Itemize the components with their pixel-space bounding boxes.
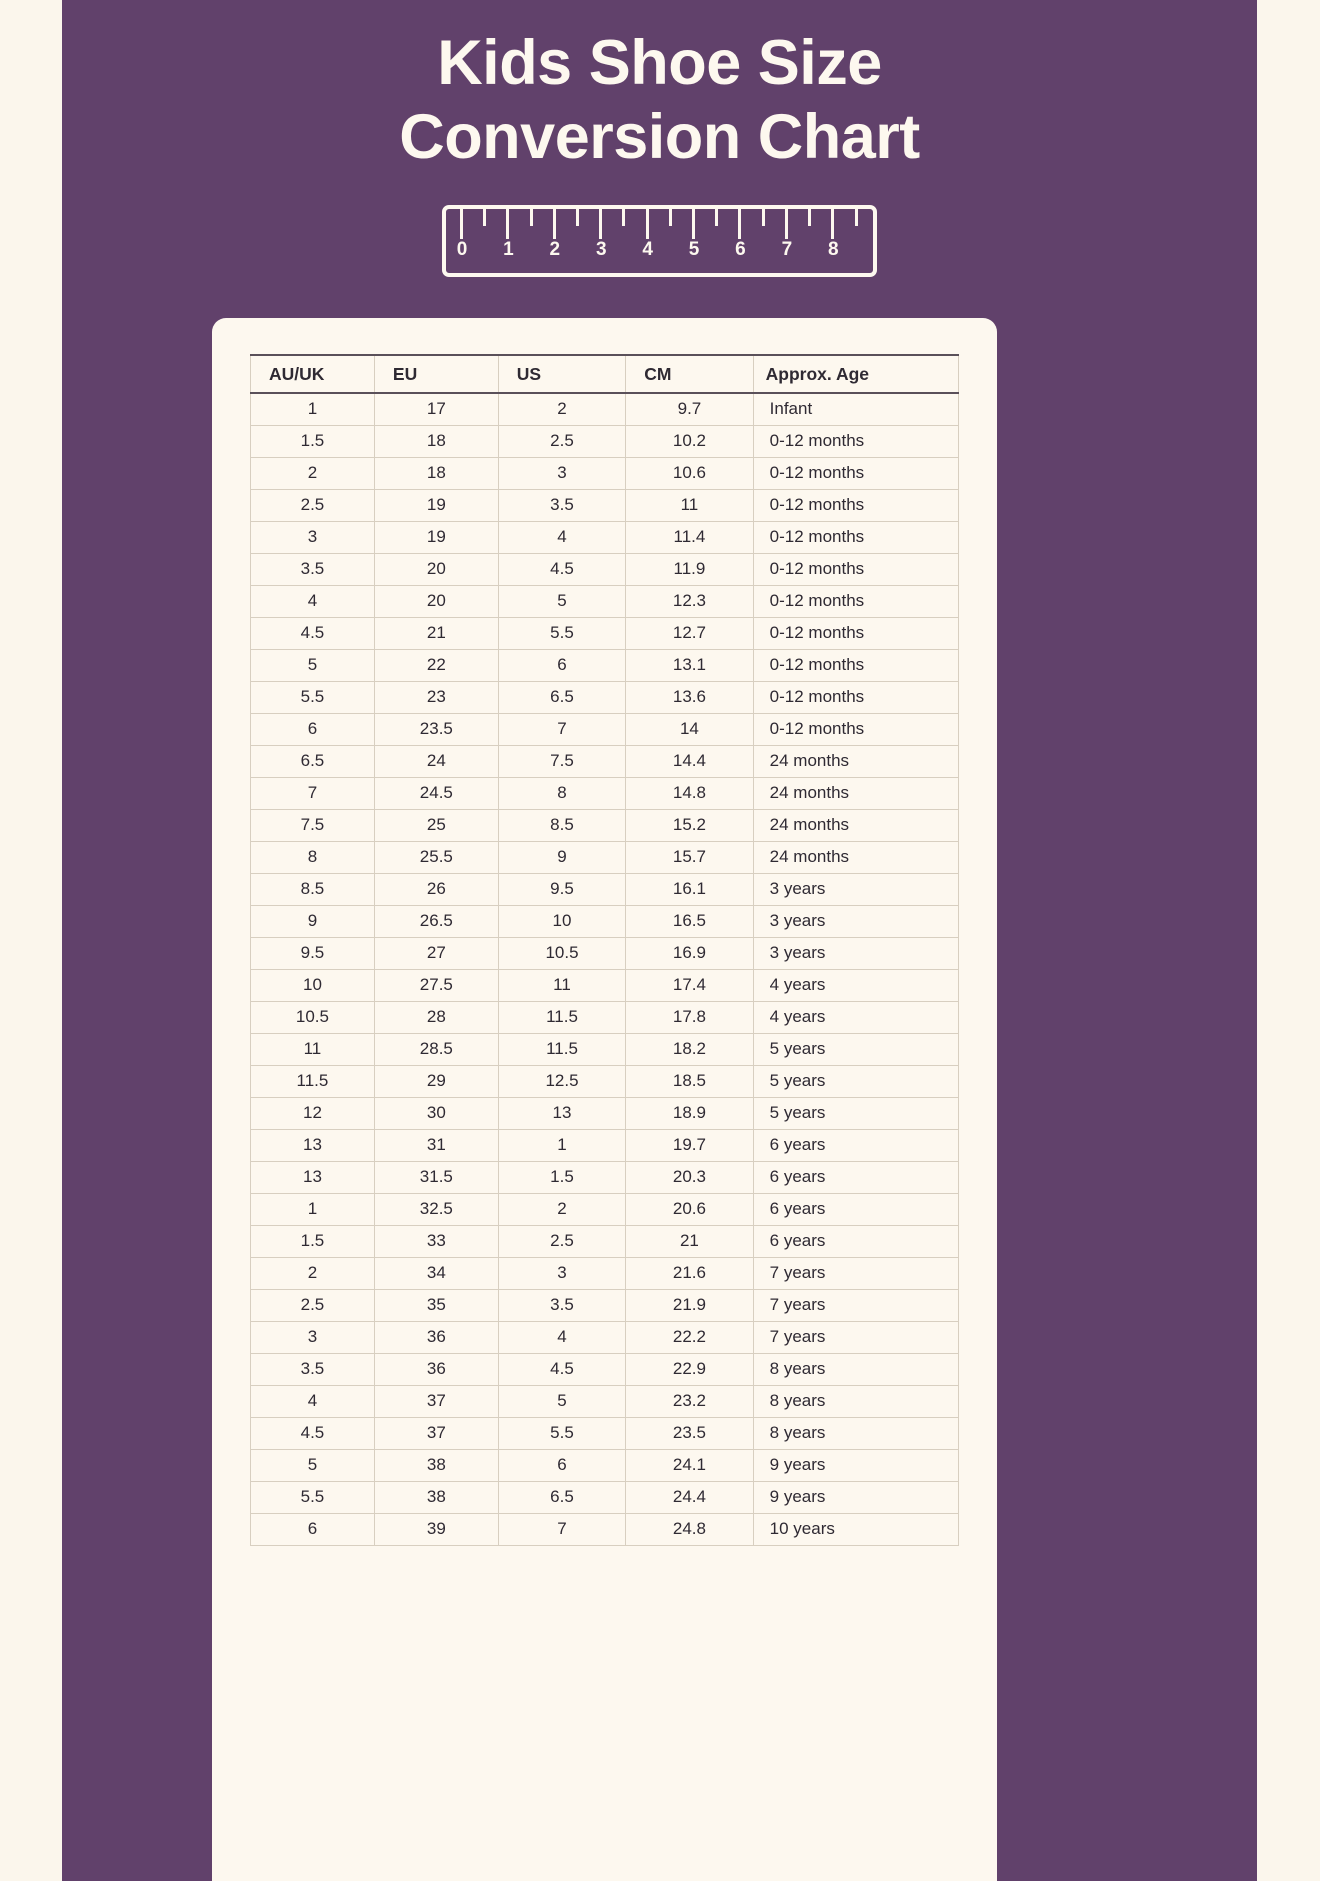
cell-approx-age: 24 months [753,809,958,841]
cell-cm: 14 [626,713,753,745]
cell-eu: 25.5 [374,841,498,873]
cell-us: 5 [498,1385,625,1417]
cell-au-uk: 4 [251,585,375,617]
cell-approx-age: 24 months [753,777,958,809]
cell-cm: 16.1 [626,873,753,905]
table-row [251,1001,959,1033]
cell-approx-age: 4 years [753,969,958,1001]
table-row [251,1097,959,1129]
ruler-tick-major [692,209,695,239]
table-row [251,937,959,969]
ruler-tick-minor [622,209,625,226]
cell-eu: 26 [374,873,498,905]
cell-us: 2.5 [498,1225,625,1257]
cell-au-uk: 2 [251,1257,375,1289]
cell-eu: 20 [374,553,498,585]
cell-au-uk: 2.5 [251,489,375,521]
ruler-tick-major [553,209,556,239]
cell-cm: 22.9 [626,1353,753,1385]
ruler-tick-minor [483,209,486,226]
cell-us: 8.5 [498,809,625,841]
table-row [251,521,959,553]
ruler-tick-major [831,209,834,239]
cell-cm: 19.7 [626,1129,753,1161]
cell-au-uk: 8.5 [251,873,375,905]
cell-us: 2.5 [498,425,625,457]
cell-eu: 31.5 [374,1161,498,1193]
cell-cm: 13.1 [626,649,753,681]
cell-approx-age: 0-12 months [753,681,958,713]
cell-approx-age: 5 years [753,1097,958,1129]
cell-cm: 15.7 [626,841,753,873]
cell-au-uk: 13 [251,1161,375,1193]
cell-us: 6.5 [498,681,625,713]
column-header-us: US [498,355,625,393]
page-title [62,0,1257,175]
cell-au-uk: 5.5 [251,681,375,713]
cell-eu: 27 [374,937,498,969]
cell-us: 3.5 [498,489,625,521]
cell-eu: 28.5 [374,1033,498,1065]
table-body [251,393,959,1545]
cell-cm: 12.7 [626,617,753,649]
cell-us: 6.5 [498,1481,625,1513]
cell-cm: 18.5 [626,1065,753,1097]
cell-us: 4 [498,1321,625,1353]
cell-approx-age: 0-12 months [753,521,958,553]
cell-approx-age: 0-12 months [753,713,958,745]
cell-cm: 16.9 [626,937,753,969]
cell-us: 4 [498,521,625,553]
cell-approx-age: 7 years [753,1257,958,1289]
ruler-tick-minor [669,209,672,226]
cell-approx-age: 3 years [753,905,958,937]
cell-cm: 9.7 [626,393,753,425]
cell-eu: 30 [374,1097,498,1129]
cell-us: 5.5 [498,617,625,649]
cell-eu: 37 [374,1385,498,1417]
cell-eu: 23 [374,681,498,713]
cell-eu: 28 [374,1001,498,1033]
size-conversion-table [250,354,959,1546]
cell-approx-age: Infant [753,393,958,425]
cell-au-uk: 6 [251,1513,375,1545]
cell-cm: 21 [626,1225,753,1257]
cell-approx-age: 9 years [753,1449,958,1481]
cell-cm: 18.9 [626,1097,753,1129]
cell-au-uk: 5 [251,1449,375,1481]
ruler-number-label: 1 [503,238,514,260]
cell-au-uk: 7 [251,777,375,809]
cell-eu: 21 [374,617,498,649]
cell-eu: 34 [374,1257,498,1289]
cell-approx-age: 3 years [753,937,958,969]
cell-approx-age: 6 years [753,1129,958,1161]
cell-approx-age: 0-12 months [753,425,958,457]
table-header [251,355,959,393]
cell-us: 9 [498,841,625,873]
column-header-eu: EU [374,355,498,393]
cell-au-uk: 6.5 [251,745,375,777]
ruler-tick-minor [715,209,718,226]
cell-eu: 20 [374,585,498,617]
cell-approx-age: 8 years [753,1417,958,1449]
cell-approx-age: 8 years [753,1353,958,1385]
cell-cm: 23.5 [626,1417,753,1449]
table-row [251,1033,959,1065]
cell-approx-age: 4 years [753,1001,958,1033]
cell-approx-age: 24 months [753,841,958,873]
table-row [251,1417,959,1449]
cell-us: 6 [498,1449,625,1481]
cell-eu: 36 [374,1353,498,1385]
cell-au-uk: 4.5 [251,617,375,649]
ruler-tick-major [785,209,788,239]
table-row [251,969,959,1001]
cell-eu: 25 [374,809,498,841]
cell-approx-age: 0-12 months [753,553,958,585]
cell-us: 4.5 [498,553,625,585]
cell-approx-age: 6 years [753,1161,958,1193]
cell-approx-age: 0-12 months [753,457,958,489]
cell-approx-age: 9 years [753,1481,958,1513]
cell-us: 13 [498,1097,625,1129]
cell-us: 7 [498,713,625,745]
ruler-number-label: 0 [456,238,468,260]
cell-eu: 33 [374,1225,498,1257]
cell-eu: 24.5 [374,777,498,809]
cell-us: 3 [498,457,625,489]
ruler-tick-minor [808,209,811,226]
ruler-number-label: 2 [549,238,561,260]
ruler-number-label: 3 [595,238,607,260]
cell-us: 10.5 [498,937,625,969]
cell-eu: 36 [374,1321,498,1353]
cell-approx-age: 6 years [753,1225,958,1257]
table-row [251,1449,959,1481]
table-row [251,393,959,425]
table-row [251,905,959,937]
table-row [251,553,959,585]
table-row [251,1257,959,1289]
cell-cm: 17.4 [626,969,753,1001]
cell-eu: 35 [374,1289,498,1321]
cell-approx-age: 8 years [753,1385,958,1417]
cell-cm: 22.2 [626,1321,753,1353]
cell-eu: 31 [374,1129,498,1161]
cell-approx-age: 24 months [753,745,958,777]
cell-au-uk: 9.5 [251,937,375,969]
cell-cm: 24.4 [626,1481,753,1513]
table-row [251,1513,959,1545]
cell-us: 5.5 [498,1417,625,1449]
cell-cm: 21.6 [626,1257,753,1289]
ruler-icon [442,205,877,277]
ruler-tick-minor [576,209,579,226]
cell-eu: 39 [374,1513,498,1545]
cell-cm: 10.6 [626,457,753,489]
cell-cm: 17.8 [626,1001,753,1033]
cell-eu: 37 [374,1417,498,1449]
table-row [251,745,959,777]
cell-eu: 18 [374,425,498,457]
cell-us: 7.5 [498,745,625,777]
column-header-cm: CM [626,355,753,393]
cell-au-uk: 3 [251,1321,375,1353]
table-row [251,617,959,649]
table-row [251,1481,959,1513]
cell-approx-age: 6 years [753,1193,958,1225]
cell-eu: 32.5 [374,1193,498,1225]
cell-au-uk: 2 [251,457,375,489]
table-row [251,873,959,905]
cell-cm: 20.3 [626,1161,753,1193]
table-row [251,1129,959,1161]
cell-au-uk: 10.5 [251,1001,375,1033]
cell-eu: 23.5 [374,713,498,745]
cell-eu: 18 [374,457,498,489]
cell-approx-age: 7 years [753,1321,958,1353]
cell-au-uk: 5 [251,649,375,681]
cell-eu: 26.5 [374,905,498,937]
table-row [251,1225,959,1257]
cell-au-uk: 1 [251,1193,375,1225]
table-row [251,425,959,457]
cell-us: 12.5 [498,1065,625,1097]
cell-approx-age: 3 years [753,873,958,905]
column-header-au-uk: AU/UK [251,355,375,393]
table-row [251,1161,959,1193]
table-row [251,681,959,713]
cell-us: 2 [498,393,625,425]
cell-approx-age: 0-12 months [753,585,958,617]
cell-au-uk: 1 [251,393,375,425]
cell-approx-age: 10 years [753,1513,958,1545]
table-row [251,841,959,873]
ruler-number-label: 6 [735,238,746,260]
cell-au-uk: 11 [251,1033,375,1065]
cell-eu: 19 [374,489,498,521]
cell-cm: 16.5 [626,905,753,937]
cell-us: 6 [498,649,625,681]
cell-au-uk: 4 [251,1385,375,1417]
cell-eu: 27.5 [374,969,498,1001]
cell-cm: 12.3 [626,585,753,617]
cell-us: 3.5 [498,1289,625,1321]
cell-eu: 17 [374,393,498,425]
cell-au-uk: 7.5 [251,809,375,841]
ruler-tick-minor [530,209,533,226]
size-chart-card [212,318,997,1881]
cell-cm: 20.6 [626,1193,753,1225]
ruler-tick-major [646,209,649,239]
cell-eu: 24 [374,745,498,777]
ruler-tick-major [738,209,741,239]
cell-approx-age: 0-12 months [753,489,958,521]
ruler-tick-major [460,209,463,239]
cell-cm: 15.2 [626,809,753,841]
cell-cm: 14.4 [626,745,753,777]
cell-cm: 10.2 [626,425,753,457]
table-row [251,585,959,617]
cell-au-uk: 3.5 [251,553,375,585]
cell-au-uk: 3 [251,521,375,553]
cell-au-uk: 4.5 [251,1417,375,1449]
table-row [251,1193,959,1225]
cell-us: 11.5 [498,1001,625,1033]
ruler-number-label: 4 [642,238,653,260]
table-row [251,1353,959,1385]
cell-approx-age: 0-12 months [753,617,958,649]
ruler-tick-minor [762,209,765,226]
cell-us: 9.5 [498,873,625,905]
ruler-number-label: 7 [781,238,793,260]
cell-eu: 38 [374,1481,498,1513]
cell-cm: 13.6 [626,681,753,713]
cell-au-uk: 12 [251,1097,375,1129]
table-row [251,1385,959,1417]
cell-us: 1.5 [498,1161,625,1193]
cell-au-uk: 9 [251,905,375,937]
cell-au-uk: 3.5 [251,1353,375,1385]
cell-au-uk: 6 [251,713,375,745]
cell-cm: 23.2 [626,1385,753,1417]
table-row [251,777,959,809]
cell-au-uk: 1.5 [251,425,375,457]
ruler-number-label: 5 [688,238,700,260]
table-row [251,489,959,521]
cell-us: 4.5 [498,1353,625,1385]
table-row [251,1289,959,1321]
page-title-line-2: Conversion Chart [399,102,920,173]
cell-eu: 29 [374,1065,498,1097]
cell-au-uk: 8 [251,841,375,873]
page-title-line-1: Kids Shoe Size [437,28,882,98]
cell-us: 10 [498,905,625,937]
cell-us: 11.5 [498,1033,625,1065]
ruler-tick-major [599,209,602,239]
table-row [251,713,959,745]
table-header-row [251,355,959,393]
table-row [251,649,959,681]
cell-cm: 11.9 [626,553,753,585]
cell-eu: 22 [374,649,498,681]
cell-us: 2 [498,1193,625,1225]
cell-us: 3 [498,1257,625,1289]
cell-cm: 21.9 [626,1289,753,1321]
ruler-illustration-wrap [62,205,1257,277]
cell-au-uk: 1.5 [251,1225,375,1257]
cell-cm: 11.4 [626,521,753,553]
cell-cm: 24.1 [626,1449,753,1481]
table-row [251,1065,959,1097]
ruler-tick-major [506,209,509,239]
cell-cm: 18.2 [626,1033,753,1065]
cell-au-uk: 2.5 [251,1289,375,1321]
cell-cm: 14.8 [626,777,753,809]
cell-cm: 11 [626,489,753,521]
ruler-tick-minor [855,209,858,226]
cell-approx-age: 5 years [753,1065,958,1097]
cell-approx-age: 0-12 months [753,649,958,681]
cell-us: 5 [498,585,625,617]
table-row [251,1321,959,1353]
cell-eu: 38 [374,1449,498,1481]
cell-au-uk: 13 [251,1129,375,1161]
cell-au-uk: 10 [251,969,375,1001]
ruler-number-label: 8 [828,238,839,260]
cell-us: 1 [498,1129,625,1161]
cell-us: 7 [498,1513,625,1545]
table-row [251,457,959,489]
cell-us: 11 [498,969,625,1001]
poster-background [62,0,1257,1881]
cell-au-uk: 5.5 [251,1481,375,1513]
cell-approx-age: 5 years [753,1033,958,1065]
column-header-approx-age: Approx. Age [753,355,958,393]
cell-au-uk: 11.5 [251,1065,375,1097]
cell-eu: 19 [374,521,498,553]
cell-approx-age: 7 years [753,1289,958,1321]
table-row [251,809,959,841]
cell-us: 8 [498,777,625,809]
cell-cm: 24.8 [626,1513,753,1545]
